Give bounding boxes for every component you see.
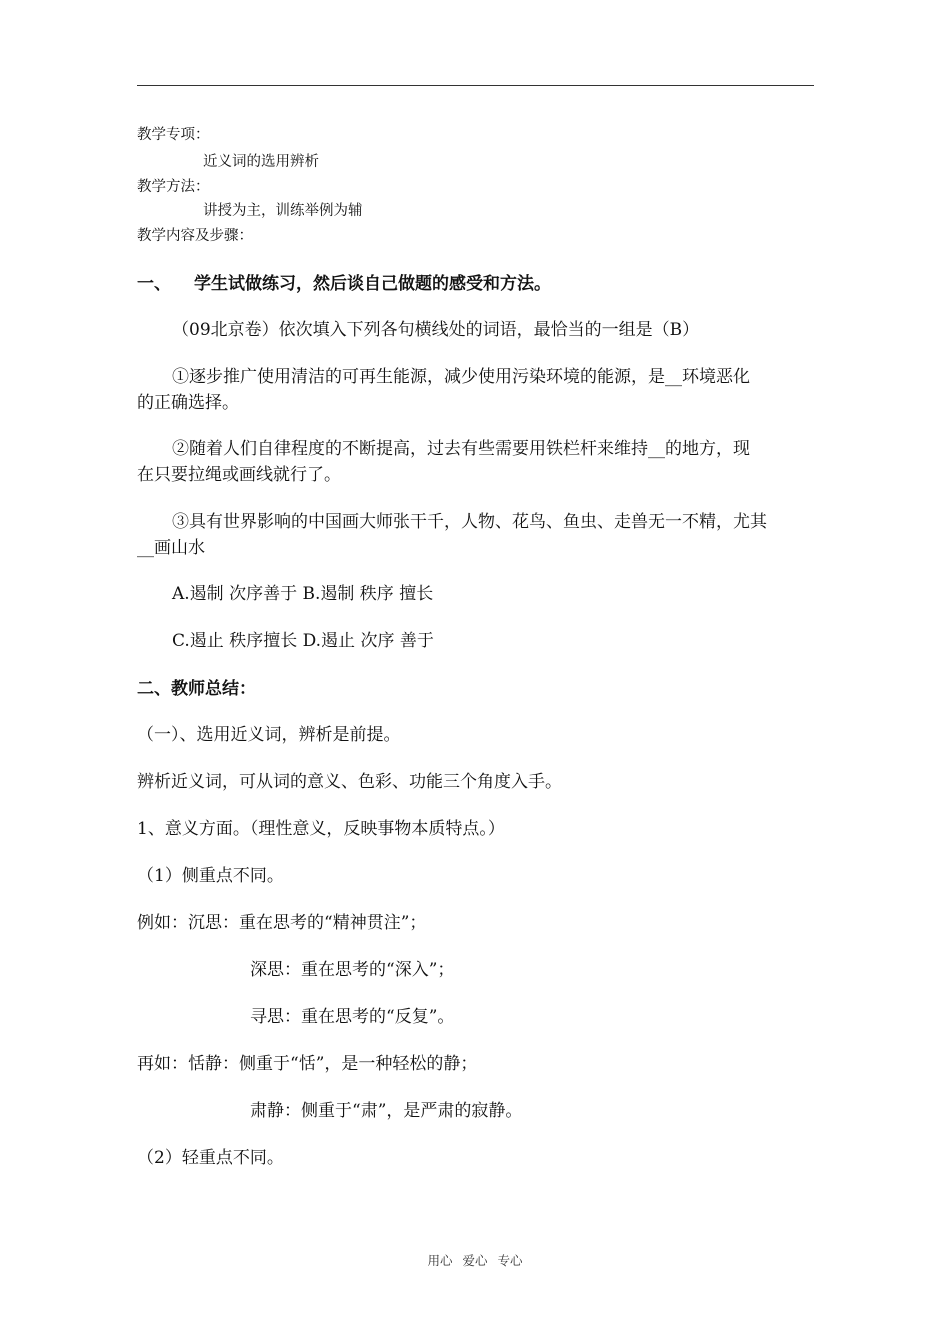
question-item-2-line-1: ②随着人们自律程度的不断提高，过去有些需要用铁栏杆来维持__的地方，现 <box>172 439 750 459</box>
teaching-topic: 近义词的选用辨析 <box>203 154 319 170</box>
example-2-line-a: 再如：恬静：侧重于“恬”，是一种轻松的静； <box>137 1054 478 1074</box>
teaching-topic-label: 教学专项： <box>137 127 210 143</box>
point-1-2: （2）轻重点不同。 <box>137 1148 284 1168</box>
question-item-1-line-2: 的正确选择。 <box>137 393 239 413</box>
example-1-line-c: 寻思：重在思考的“反复”。 <box>250 1007 455 1027</box>
example-1-line-a: 例如：沉思：重在思考的“精神贯注”； <box>137 913 427 933</box>
example-1-line-b: 深思：重在思考的“深入”； <box>250 960 455 980</box>
example-2-line-b: 肃静：侧重于“肃”，是严肃的寂静。 <box>250 1101 523 1121</box>
teaching-content-label: 教学内容及步骤： <box>137 228 253 244</box>
teaching-method: 讲授为主，训练举例为辅 <box>203 203 363 219</box>
subsection-1: （一）、选用近义词，辨析是前提。 <box>137 725 401 745</box>
question-item-2-line-2: 在只要拉绳或画线就行了。 <box>137 465 341 485</box>
options-a-b: A.遏制 次序善于 B.遏制 秩序 擅长 <box>172 584 434 604</box>
section1-number: 一、 <box>137 274 171 294</box>
question-stem: （09北京卷）依次填入下列各句横线处的词语，最恰当的一组是（B） <box>172 320 700 340</box>
footer-word-1: 用心 <box>427 1253 453 1268</box>
footer-word-2: 爱心 <box>462 1253 488 1268</box>
intro-paragraph: 辨析近义词，可从词的意义、色彩、功能三个角度入手。 <box>137 772 562 792</box>
options-c-d: C.遏止 秩序擅长 D.遏止 次序 善于 <box>172 631 434 651</box>
point-1: 1、意义方面。（理性意义，反映事物本质特点。） <box>137 819 505 839</box>
page-footer <box>0 1251 950 1269</box>
question-item-3-line-2: __画山水 <box>137 538 205 558</box>
header-rule <box>137 85 814 86</box>
teaching-method-label: 教学方法： <box>137 179 210 195</box>
point-1-1: （1）侧重点不同。 <box>137 866 284 886</box>
question-item-3-line-1: ③具有世界影响的中国画大师张干千，人物、花鸟、鱼虫、走兽无一不精，尤其 <box>172 512 767 532</box>
question-item-1-line-1: ①逐步推广使用清洁的可再生能源，减少使用污染环境的能源，是__环境恶化 <box>172 367 750 387</box>
section1-heading: 学生试做练习，然后谈自己做题的感受和方法。 <box>194 274 551 294</box>
section2-heading: 二、教师总结： <box>137 679 256 699</box>
footer-word-3: 专心 <box>497 1253 523 1268</box>
